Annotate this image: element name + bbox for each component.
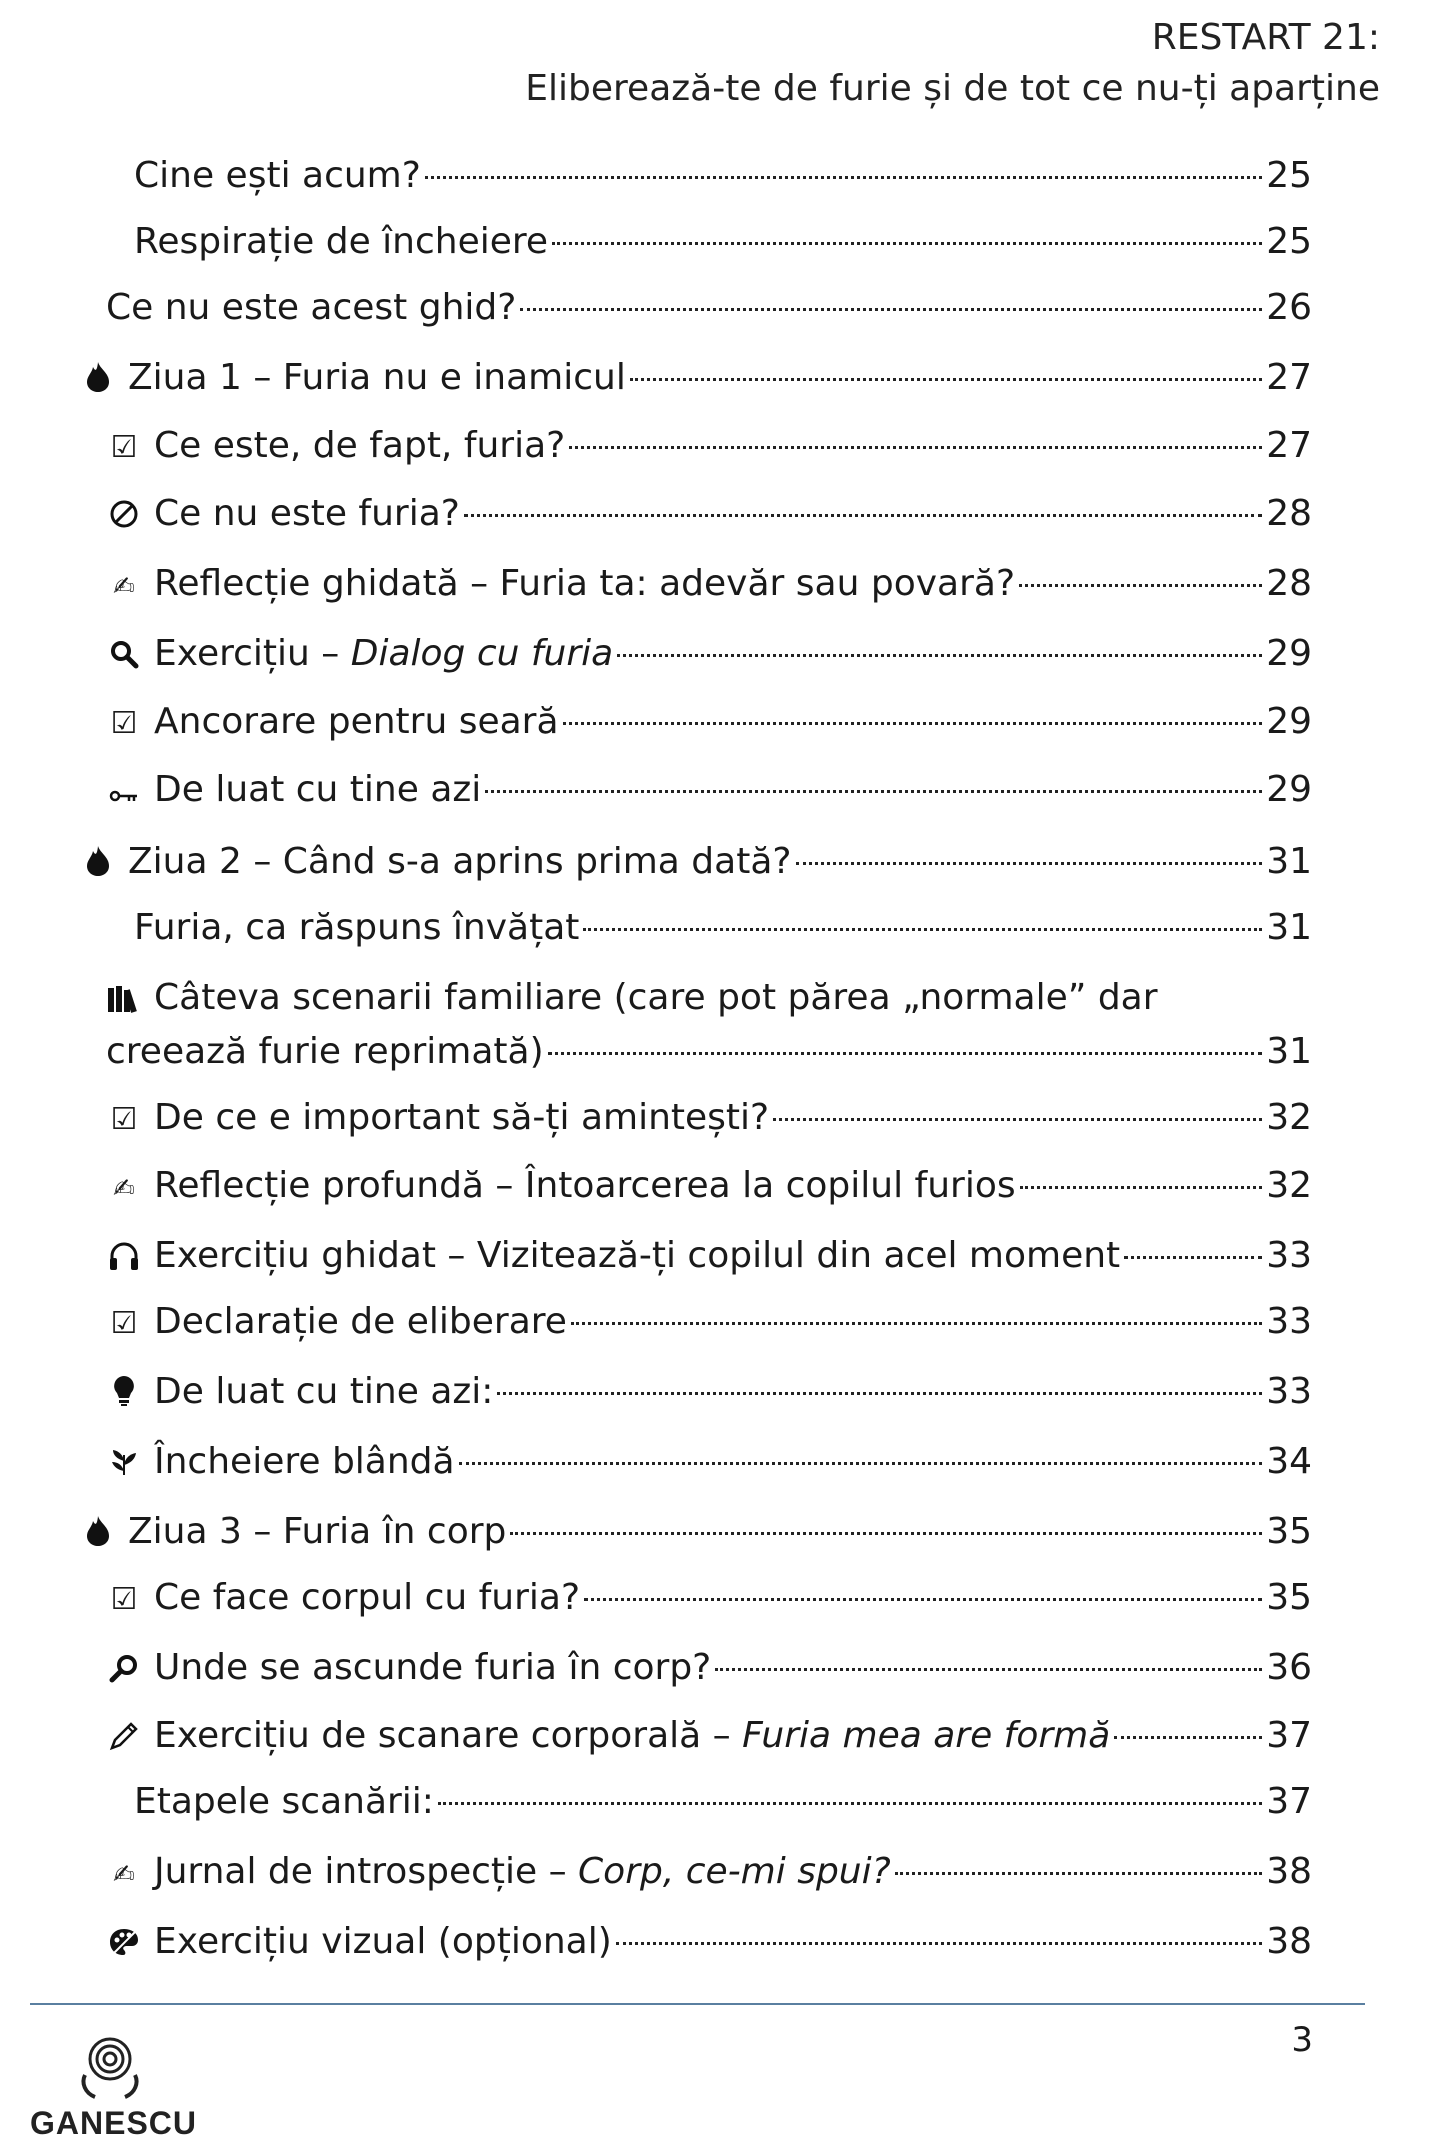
fire-icon [80, 354, 116, 406]
toc-page: 26 [1266, 287, 1312, 328]
toc-label: Ce face corpul cu furia? [154, 1577, 581, 1618]
toc-entry[interactable] [106, 1846, 1312, 1901]
toc-page: 29 [1266, 769, 1312, 810]
pencil-icon [106, 1712, 142, 1764]
toc-entry[interactable] [134, 216, 1312, 268]
toc-page: 29 [1266, 701, 1312, 742]
toc-entry[interactable] [106, 1230, 1312, 1284]
logo-text: GANESCU [30, 2105, 198, 2141]
toc-leader [715, 1668, 1262, 1671]
publisher-logo [30, 2035, 198, 2142]
toc-label: Ziua 1 – Furia nu e inamicul [128, 357, 626, 398]
toc-leader [497, 1392, 1262, 1395]
toc-leader [569, 446, 1262, 449]
toc-leader [1114, 1736, 1262, 1739]
toc-page: 32 [1266, 1165, 1312, 1206]
toc-label: Reflecție profundă – Întoarcerea la copilul furios [154, 1165, 1016, 1206]
books-icon [106, 974, 142, 1026]
checkbox-icon: ☑ [110, 1582, 138, 1617]
toc-page: 31 [1266, 1031, 1312, 1072]
writing-hand-icon: ✍ [113, 572, 135, 602]
toc-label: De luat cu tine azi [154, 769, 482, 810]
toc-label: De luat cu tine azi: [154, 1371, 494, 1412]
toc-page: 31 [1266, 907, 1312, 948]
toc-leader [548, 1052, 1263, 1055]
toc-entry[interactable] [106, 1642, 1312, 1696]
toc-label: Încheiere blândă [154, 1441, 455, 1482]
toc-label-italic: Corp, ce-mi spui? [578, 1851, 891, 1892]
fire-icon [80, 1508, 116, 1560]
toc-page: 33 [1266, 1371, 1312, 1412]
toc-leader [510, 1532, 1262, 1535]
checkbox-icon: ☑ [110, 1306, 138, 1341]
toc-label: Ce este, de fapt, furia? [154, 425, 566, 466]
writing-hand-icon: ✍ [113, 1174, 135, 1204]
fire-icon [80, 838, 116, 890]
toc-entry[interactable] [106, 558, 1312, 613]
toc-leader [1019, 584, 1262, 587]
toc-entry[interactable] [134, 150, 1312, 202]
toc-leader [630, 378, 1262, 381]
toc-entry[interactable] [106, 488, 1312, 542]
toc-label: Ce nu este furia? [154, 493, 460, 534]
toc-entry[interactable] [106, 1572, 1312, 1626]
toc-label: Furia, ca răspuns învățat [134, 907, 580, 948]
toc-label: Unde se ascunde furia în corp? [154, 1647, 712, 1688]
checkbox-icon: ☑ [110, 430, 138, 465]
toc-page: 25 [1266, 221, 1312, 262]
toc-entry[interactable] [106, 1436, 1312, 1490]
toc-label: Exercițiu ghidat – Vizitează-ți copilul din acel moment [154, 1235, 1121, 1276]
magnifier-icon [106, 1644, 142, 1696]
page-header [525, 12, 1380, 114]
header-title: RESTART 21: [1151, 17, 1380, 58]
toc-leader [520, 308, 1262, 311]
header-subtitle: Eliberează-te de furie și de tot ce nu-ți aparține [525, 68, 1380, 109]
toc-entry[interactable] [106, 628, 1312, 682]
toc-page: 31 [1266, 841, 1312, 882]
toc-label: De ce e important să-ți amintești? [154, 1097, 770, 1138]
toc-page: 33 [1266, 1235, 1312, 1276]
toc-leader [485, 790, 1262, 793]
prohibited-icon [106, 490, 142, 542]
toc-label: Exercițiu vizual (opțional) [154, 1921, 612, 1962]
key-icon [106, 767, 142, 819]
toc-page: 36 [1266, 1647, 1312, 1688]
toc-entry[interactable] [106, 1366, 1312, 1420]
toc-label-italic: Furia mea are formă [742, 1715, 1111, 1756]
toc-leader [617, 654, 1262, 657]
toc-page: 28 [1266, 563, 1312, 604]
toc-label: Ziua 2 – Când s-a aprins prima dată? [128, 841, 792, 882]
toc-entry[interactable] [80, 836, 1312, 890]
toc-leader [1124, 1256, 1262, 1259]
page-number: 3 [1291, 2020, 1313, 2060]
toc-page: 38 [1266, 1921, 1312, 1962]
toc-leader [616, 1942, 1262, 1945]
headphones-icon [106, 1232, 142, 1284]
toc-leader [1020, 1186, 1263, 1189]
leaf-icon [106, 1438, 142, 1490]
toc-page: 34 [1266, 1441, 1312, 1482]
toc-label-line2: creează furie reprimată) [106, 1031, 544, 1072]
toc-entry[interactable] [106, 1160, 1312, 1215]
toc-label: Ce nu este acest ghid? [106, 287, 517, 328]
toc-label-plain: Exercițiu – [154, 633, 351, 674]
toc-entry[interactable] [134, 902, 1312, 954]
toc-label: Ziua 3 – Furia în corp [128, 1511, 507, 1552]
toc-entry[interactable] [106, 420, 1312, 474]
toc-page: 29 [1266, 633, 1312, 674]
toc-label-plain: Exercițiu de scanare corporală – [154, 1715, 743, 1756]
toc-label: Declarație de eliberare [154, 1301, 567, 1342]
toc-leader [796, 862, 1263, 865]
toc-leader [773, 1118, 1262, 1121]
toc-leader [571, 1322, 1262, 1325]
toc-label-plain: Jurnal de introspecție – [154, 1851, 579, 1892]
toc-entry[interactable] [106, 764, 1312, 819]
toc-entry[interactable] [106, 696, 1312, 750]
toc-label-line1: Câteva scenarii familiare (care pot părea „normale” dar [154, 977, 1158, 1018]
checkbox-icon: ☑ [110, 706, 138, 741]
toc-page: 32 [1266, 1097, 1312, 1138]
toc-entry[interactable] [106, 1296, 1312, 1350]
toc-entry[interactable] [80, 1506, 1312, 1560]
toc-page: 35 [1266, 1577, 1312, 1618]
toc-leader [563, 722, 1263, 725]
toc-label: Cine ești acum? [134, 155, 421, 196]
toc-page: 37 [1266, 1781, 1312, 1822]
toc-entry[interactable] [134, 1776, 1312, 1828]
toc-entry[interactable] [106, 1916, 1312, 1970]
palette-icon [106, 1918, 142, 1970]
toc-page: 38 [1266, 1851, 1312, 1892]
toc-leader [438, 1802, 1262, 1805]
toc-entry[interactable] [80, 352, 1312, 406]
toc-page: 28 [1266, 493, 1312, 534]
toc-leader [583, 928, 1262, 931]
toc-label: Respirație de încheiere [134, 221, 549, 262]
toc-label: Etapele scanării: [134, 1781, 434, 1822]
toc-leader [425, 176, 1262, 179]
toc-page: 27 [1266, 357, 1312, 398]
toc-label: Reflecție ghidată – Furia ta: adevăr sau povară? [154, 563, 1016, 604]
magnifier-icon [106, 630, 142, 682]
toc-page: 37 [1266, 1715, 1312, 1756]
checkbox-icon: ☑ [110, 1102, 138, 1137]
logo-icon [75, 2035, 145, 2099]
toc-leader [464, 514, 1262, 517]
toc-leader [552, 242, 1262, 245]
writing-hand-icon: ✍ [113, 1860, 135, 1890]
toc-page: 25 [1266, 155, 1312, 196]
toc-page: 33 [1266, 1301, 1312, 1342]
toc-label-italic: Dialog cu furia [350, 633, 614, 674]
toc-entry[interactable] [106, 972, 1312, 1078]
toc-entry[interactable] [106, 1710, 1312, 1764]
toc-leader [459, 1462, 1263, 1465]
toc-label: Ancorare pentru seară [154, 701, 559, 742]
toc-leader [584, 1598, 1262, 1601]
footer-divider [30, 2003, 1365, 2005]
toc-leader [895, 1872, 1262, 1875]
toc-page: 35 [1266, 1511, 1312, 1552]
lightbulb-icon [106, 1368, 142, 1420]
toc-entry[interactable] [106, 282, 1312, 334]
toc-page: 27 [1266, 425, 1312, 466]
toc-entry[interactable] [106, 1092, 1312, 1146]
